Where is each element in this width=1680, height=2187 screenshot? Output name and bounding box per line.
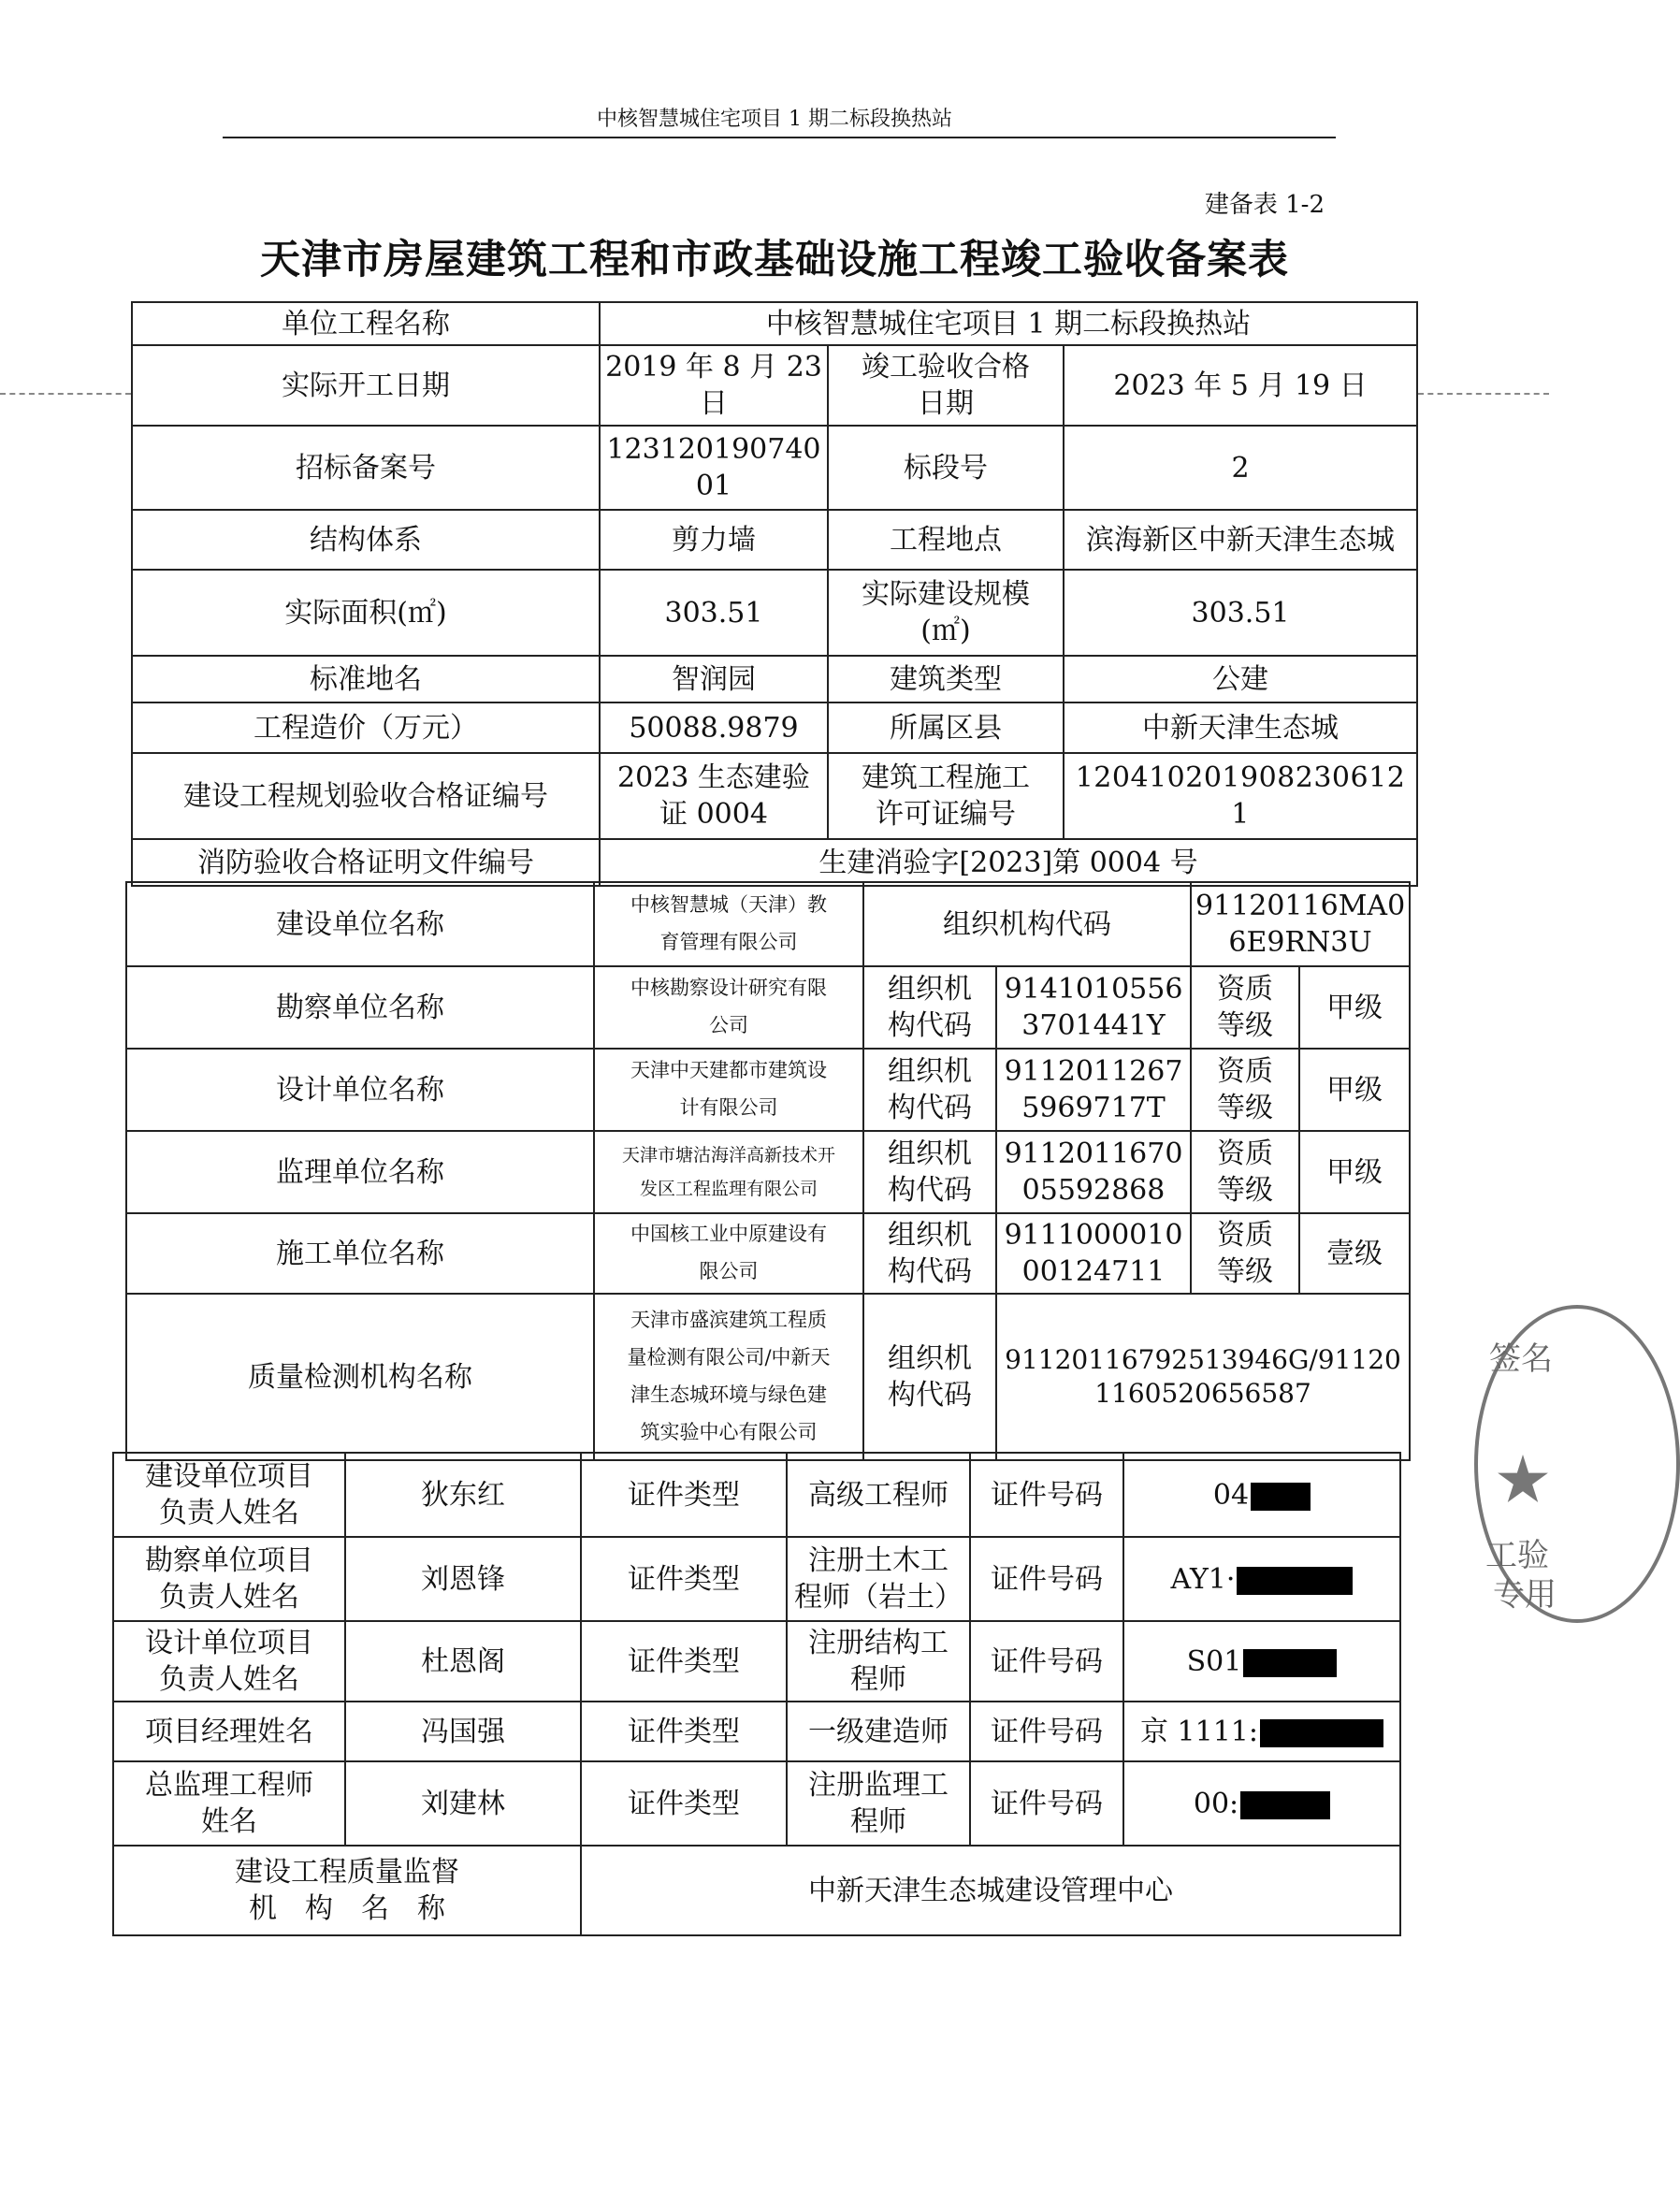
owner-lead-no-label: 证件号码 — [970, 1453, 1123, 1537]
table-row — [132, 345, 1417, 426]
design-lead-role: 设计单位项目 负责人姓名 — [113, 1621, 345, 1702]
table-row — [132, 702, 1417, 753]
design-lead-no-label: 证件号码 — [970, 1621, 1123, 1702]
design-qual-value: 甲级 — [1299, 1049, 1410, 1131]
unit-project-name-label: 单位工程名称 — [132, 302, 600, 345]
supervision-qual-label: 资质 等级 — [1191, 1131, 1299, 1213]
permit-label: 建筑工程施工 许可证编号 — [828, 753, 1064, 839]
table-row — [113, 1702, 1400, 1761]
scale-value: 303.51 — [1064, 570, 1417, 656]
redaction-bar — [1240, 1791, 1330, 1819]
fire-cert-label: 消防验收合格证明文件编号 — [132, 839, 600, 886]
redaction-bar — [1260, 1719, 1383, 1747]
construction-unit-name: 中国核工业中原建设有 限公司 — [594, 1213, 863, 1294]
design-qual-label: 资质 等级 — [1191, 1049, 1299, 1131]
pm-role: 项目经理姓名 — [113, 1702, 345, 1761]
page-title: 天津市房屋建筑工程和市政基础设施工程竣工验收备案表 — [260, 237, 1289, 283]
testing-code-value: 91120116792513946G/91120 1160520656587 — [996, 1294, 1410, 1460]
design-unit-label: 设计单位名称 — [126, 1049, 594, 1131]
place-name-label: 标准地名 — [132, 656, 600, 702]
design-lead-no: S01 — [1123, 1621, 1400, 1702]
testing-org-name: 天津市盛滨建筑工程质 量检测有限公司/中新天 津生态城环境与绿色建 筑实验中心有限公司 — [594, 1294, 863, 1460]
survey-qual-label: 资质 等级 — [1191, 966, 1299, 1049]
form-number: 建备表 1-2 — [1204, 191, 1325, 219]
design-code-value: 9112011267 5969717T — [996, 1049, 1191, 1131]
official-stamp — [1465, 1324, 1557, 1623]
redaction-bar — [1237, 1567, 1353, 1595]
chief-supervisor-type: 注册监理工 程师 — [787, 1761, 970, 1846]
pm-name: 冯国强 — [345, 1702, 581, 1761]
pm-type: 一级建造师 — [787, 1702, 970, 1761]
header-project-title: 中核智慧城住宅项目 1 期二标段换热站 — [597, 108, 952, 131]
structure-value: 剪力墙 — [600, 510, 828, 570]
design-code-label: 组织机 构代码 — [863, 1049, 996, 1131]
start-date-value: 2019 年 8 月 23 日 — [600, 345, 828, 426]
survey-code-label: 组织机 构代码 — [863, 966, 996, 1049]
district-value: 中新天津生态城 — [1064, 702, 1417, 753]
area-value: 303.51 — [600, 570, 828, 656]
supervision-code-value: 9112011670 05592868 — [996, 1131, 1191, 1213]
redaction-bar — [1243, 1649, 1337, 1677]
stamp-text-mid: 工验 — [1485, 1537, 1549, 1574]
table-row — [113, 1453, 1400, 1537]
owner-lead-no: 04 — [1123, 1453, 1400, 1537]
owner-lead-type: 高级工程师 — [787, 1453, 970, 1537]
owner-lead-type-label: 证件类型 — [581, 1453, 787, 1537]
supervision-agency-value: 中新天津生态城建设管理中心 — [581, 1846, 1400, 1935]
table-row — [113, 1621, 1400, 1702]
survey-lead-role: 勘察单位项目 负责人姓名 — [113, 1537, 345, 1621]
table-row — [126, 1131, 1410, 1213]
start-date-label: 实际开工日期 — [132, 345, 600, 426]
completion-date-label: 竣工验收合格 日期 — [828, 345, 1064, 426]
cost-value: 50088.9879 — [600, 702, 828, 753]
scan-dash-left — [0, 393, 131, 395]
section-no-label: 标段号 — [828, 426, 1064, 510]
owner-code-label: 组织机构代码 — [863, 882, 1191, 966]
building-type-label: 建筑类型 — [828, 656, 1064, 702]
design-lead-type-label: 证件类型 — [581, 1621, 787, 1702]
construction-qual-value: 壹级 — [1299, 1213, 1410, 1294]
stamp-text-top: 签名 — [1489, 1340, 1553, 1378]
table-row — [126, 1049, 1410, 1131]
table-row — [126, 1294, 1410, 1460]
cost-label: 工程造价（万元） — [132, 702, 600, 753]
table-row — [113, 1846, 1400, 1935]
table-row — [132, 570, 1417, 656]
area-label: 实际面积(㎡) — [132, 570, 600, 656]
scan-dash-right — [1418, 393, 1549, 395]
table-row — [126, 966, 1410, 1049]
fire-cert-value: 生建消验字[2023]第 0004 号 — [600, 839, 1417, 886]
chief-supervisor-no-label: 证件号码 — [970, 1761, 1123, 1846]
testing-code-label: 组织机 构代码 — [863, 1294, 996, 1460]
chief-supervisor-no: 00: — [1123, 1761, 1400, 1846]
chief-supervisor-name: 刘建林 — [345, 1761, 581, 1846]
supervision-unit-label: 监理单位名称 — [126, 1131, 594, 1213]
section-no-value: 2 — [1064, 426, 1417, 510]
building-type-value: 公建 — [1064, 656, 1417, 702]
owner-unit-label: 建设单位名称 — [126, 882, 594, 966]
planning-cert-label: 建设工程规划验收合格证编号 — [132, 753, 600, 839]
pm-type-label: 证件类型 — [581, 1702, 787, 1761]
survey-code-value: 9141010556 3701441Y — [996, 966, 1191, 1049]
units-table — [125, 881, 1411, 1461]
survey-lead-no: AY1· — [1123, 1537, 1400, 1621]
owner-lead-name: 狄东红 — [345, 1453, 581, 1537]
table-row — [132, 426, 1417, 510]
table-row — [132, 302, 1417, 345]
tender-record-value: 123120190740 01 — [600, 426, 828, 510]
table-row — [132, 839, 1417, 886]
location-value: 滨海新区中新天津生态城 — [1064, 510, 1417, 570]
table-row — [126, 1213, 1410, 1294]
construction-code-value: 9111000010 00124711 — [996, 1213, 1191, 1294]
pm-no: 京 1111: — [1123, 1702, 1400, 1761]
table-row — [126, 882, 1410, 966]
chief-supervisor-role: 总监理工程师 姓名 — [113, 1761, 345, 1846]
owner-unit-name: 中核智慧城（天津）教 育管理有限公司 — [594, 882, 863, 966]
design-lead-type: 注册结构工 程师 — [787, 1621, 970, 1702]
survey-lead-no-label: 证件号码 — [970, 1537, 1123, 1621]
design-lead-name: 杜恩阁 — [345, 1621, 581, 1702]
survey-unit-label: 勘察单位名称 — [126, 966, 594, 1049]
supervision-code-label: 组织机 构代码 — [863, 1131, 996, 1213]
construction-qual-label: 资质 等级 — [1191, 1213, 1299, 1294]
table-row — [113, 1537, 1400, 1621]
supervision-unit-name: 天津市塘沽海洋高新技术开 发区工程监理有限公司 — [594, 1131, 863, 1213]
table-row — [113, 1761, 1400, 1846]
testing-org-label: 质量检测机构名称 — [126, 1294, 594, 1460]
completion-date-value: 2023 年 5 月 19 日 — [1064, 345, 1417, 426]
header-rule — [223, 137, 1336, 138]
pm-no-label: 证件号码 — [970, 1702, 1123, 1761]
place-name-value: 智润园 — [600, 656, 828, 702]
district-label: 所属区县 — [828, 702, 1064, 753]
scale-label: 实际建设规模 (㎡) — [828, 570, 1064, 656]
construction-code-label: 组织机 构代码 — [863, 1213, 996, 1294]
location-label: 工程地点 — [828, 510, 1064, 570]
table-row — [132, 753, 1417, 839]
design-unit-name: 天津中天建都市建筑设 计有限公司 — [594, 1049, 863, 1131]
stamp-text-bottom: 专用 — [1493, 1576, 1557, 1614]
redaction-bar — [1251, 1483, 1311, 1511]
survey-unit-name: 中核勘察设计研究有限 公司 — [594, 966, 863, 1049]
personnel-table — [112, 1452, 1401, 1936]
survey-lead-type: 注册土木工 程师（岩土） — [787, 1537, 970, 1621]
survey-lead-name: 刘恩锋 — [345, 1537, 581, 1621]
construction-unit-label: 施工单位名称 — [126, 1213, 594, 1294]
planning-cert-value: 2023 生态建验 证 0004 — [600, 753, 828, 839]
owner-lead-role: 建设单位项目 负责人姓名 — [113, 1453, 345, 1537]
tender-record-label: 招标备案号 — [132, 426, 600, 510]
survey-qual-value: 甲级 — [1299, 966, 1410, 1049]
structure-label: 结构体系 — [132, 510, 600, 570]
chief-supervisor-type-label: 证件类型 — [581, 1761, 787, 1846]
table-row — [132, 656, 1417, 702]
survey-lead-type-label: 证件类型 — [581, 1537, 787, 1621]
supervision-qual-value: 甲级 — [1299, 1131, 1410, 1213]
table-row — [132, 510, 1417, 570]
project-info-table — [131, 301, 1418, 887]
supervision-agency-label: 建设工程质量监督 机 构 名 称 — [113, 1846, 581, 1935]
unit-project-name-value: 中核智慧城住宅项目 1 期二标段换热站 — [600, 302, 1417, 345]
owner-code-value: 91120116MA0 6E9RN3U — [1191, 882, 1410, 966]
permit-value: 120410201908230612​1 — [1064, 753, 1417, 839]
